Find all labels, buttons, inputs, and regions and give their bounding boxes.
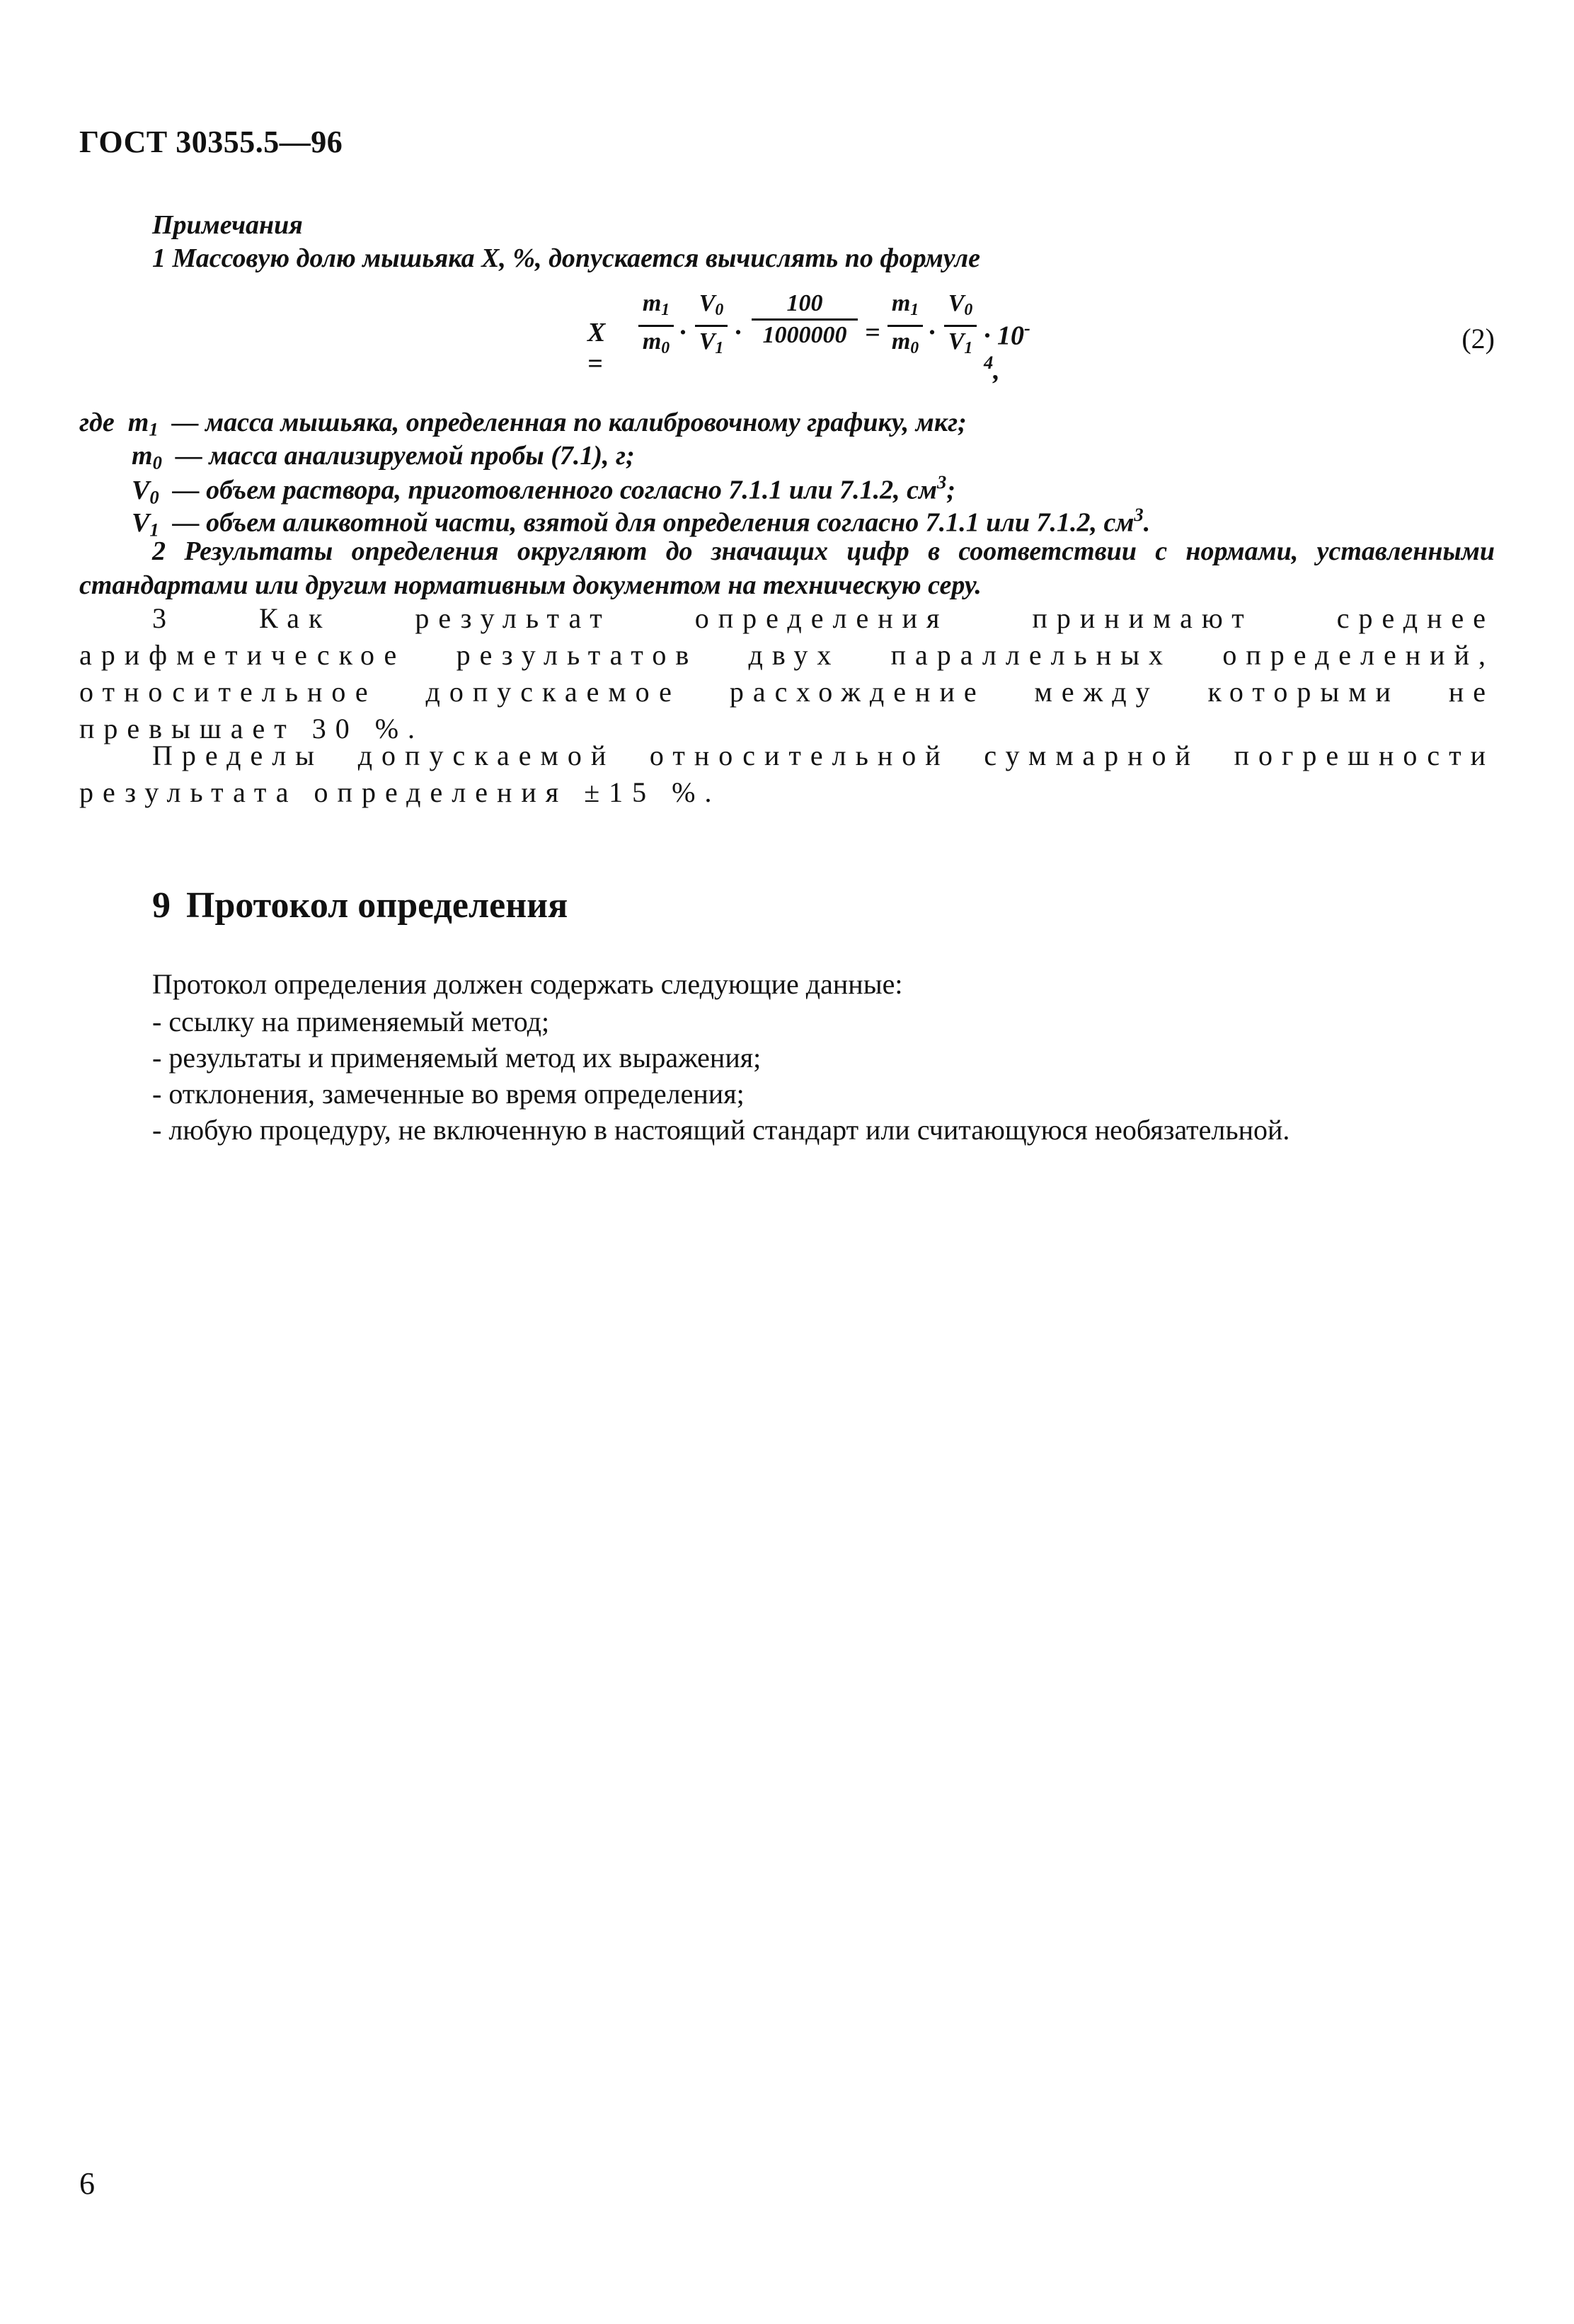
list-item: - любую процедуру, не включенную в настоящий стандарт или считающуюся необязательной. — [152, 1114, 1290, 1146]
fraction-100-1000000: 100 1000000 — [752, 290, 858, 349]
document-header: ГОСТ 30355.5—96 — [79, 125, 343, 159]
note-1: 1 Массовую долю мышьяка X, %, допускается вычислять по формуле — [152, 243, 980, 273]
page-number: 6 — [79, 2166, 95, 2201]
list-item: - результаты и применяемый метод их выражения; — [152, 1042, 762, 1074]
formula-dot: · — [929, 318, 936, 347]
note-2: 2 Результаты определения округляют до значащих цифр в соответствии с нормами, уставленными стандартами или другим нормативным документом на техническую серу. — [79, 536, 1495, 600]
fraction-v0-v1-right: $V_0$ $V_1$ — [944, 290, 977, 362]
formula-power: · $10^{-4}$, — [984, 317, 1030, 386]
equation-number: (2) — [1461, 323, 1495, 355]
formula-dot: · — [679, 318, 687, 347]
notes-title: Примечания — [152, 210, 303, 240]
fraction-m1-m0-right: $m_1$ $m_0$ — [887, 290, 923, 362]
definition-v1: $V_1$ — объем аликвотной части, взятой для определения согласно 7.1.1 или 7.1.2, $см^3$. — [132, 504, 1151, 541]
note-3-error-limits: Пределы допускаемой относительной суммарной погрешности результата определения ±15 %. — [79, 740, 1495, 808]
protocol-list — [152, 1003, 1289, 1148]
section-intro: Протокол определения должен содержать следующие данные: — [152, 968, 903, 1000]
fraction-m1-m0: $m_1$ $m_0$ — [638, 290, 674, 362]
list-item: - ссылку на применяемый метод; — [152, 1006, 550, 1037]
section-heading — [152, 885, 568, 926]
definition-m1: где $m_1$ — масса мышьяка, определенная по калибровочному графику, мкг; — [79, 408, 967, 440]
definition-v0: $V_0$ — объем раствора, приготовленного согласно 7.1.1 или 7.1.2, $см^3$; — [132, 471, 955, 508]
formula-lhs: X = — [587, 318, 606, 379]
list-item: - отклонения, замеченные во время определения; — [152, 1078, 745, 1110]
formula-dot: · — [735, 318, 742, 347]
fraction-v0-v1: $V_0$ $V_1$ — [695, 290, 728, 362]
section-number: 9 — [152, 885, 171, 926]
section-title: Протокол определения — [186, 885, 568, 926]
definition-m0: $m_0$ — масса анализируемой пробы (7.1), г; — [132, 441, 635, 473]
note-3: 3 Как результат определения принимают среднее арифметическое результатов двух параллельных определений, относительное допускаемое расхождение между которыми не превышает 30 %. — [79, 602, 1495, 744]
formula-equals: = — [865, 318, 880, 347]
where-label: где — [79, 408, 115, 437]
